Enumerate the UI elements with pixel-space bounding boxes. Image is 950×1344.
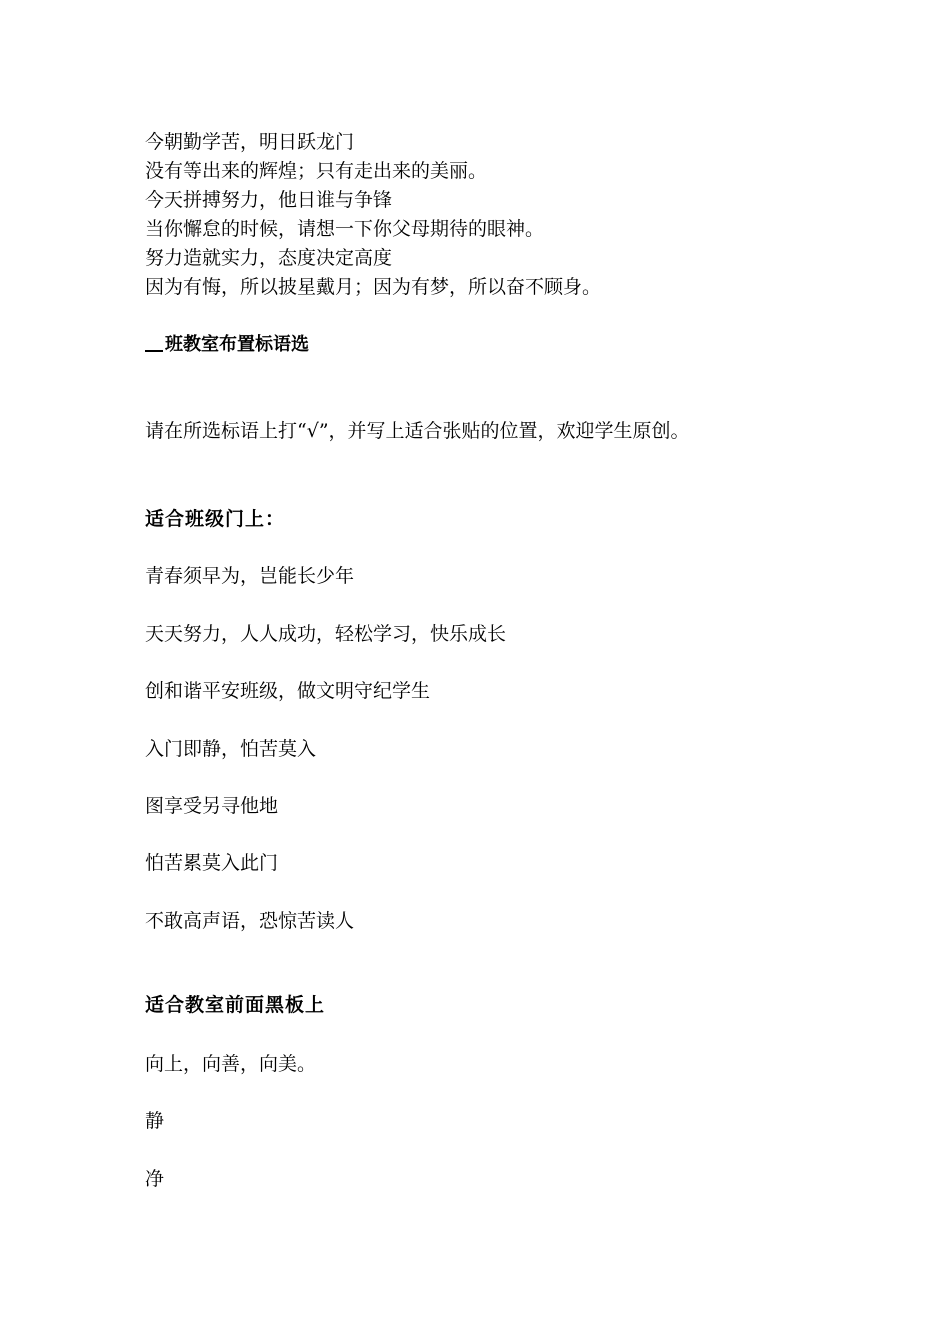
- slogan-item: 创和谐平安班级，做文明守纪学生: [145, 680, 431, 702]
- intro-line: 今天拼搏努力，他日谁与争锋: [145, 189, 393, 211]
- intro-slogan-list: [145, 128, 601, 302]
- slogan-item: 青春须早为，岂能长少年: [145, 565, 355, 587]
- slogan-item: 入门即静，怕苦莫入: [145, 738, 317, 760]
- intro-line: 没有等出来的辉煌；只有走出来的美丽。: [145, 160, 488, 182]
- document-title: [145, 330, 309, 356]
- slogan-item: 净: [145, 1168, 165, 1190]
- intro-line: 当你懈怠的时候，请想一下你父母期待的眼神。: [145, 218, 545, 240]
- class-name-blank: [145, 334, 163, 352]
- slogan-item: 天天努力，人人成功，轻松学习，快乐成长: [145, 623, 507, 645]
- document-title-text: 班教室布置标语选: [165, 334, 309, 355]
- slogan-item: 向上，向善，向美。: [145, 1053, 317, 1075]
- intro-line: 因为有悔，所以披星戴月；因为有梦，所以奋不顾身。: [145, 276, 602, 298]
- intro-line: 今朝勤学苦，明日跃龙门: [145, 131, 355, 153]
- slogan-item: 图享受另寻他地: [145, 795, 279, 817]
- slogan-item: 怕苦累莫入此门: [145, 852, 279, 874]
- slogan-item: 静: [145, 1110, 165, 1132]
- intro-line: 努力造就实力，态度决定高度: [145, 247, 393, 269]
- instruction-text: 请在所选标语上打“√”，并写上适合张贴的位置，欢迎学生原创。: [145, 420, 690, 442]
- slogan-item: 不敢高声语，恐惊苦读人: [145, 910, 355, 932]
- section-heading-door: 适合班级门上：: [145, 508, 286, 530]
- section-heading-blackboard: 适合教室前面黑板上: [145, 994, 326, 1016]
